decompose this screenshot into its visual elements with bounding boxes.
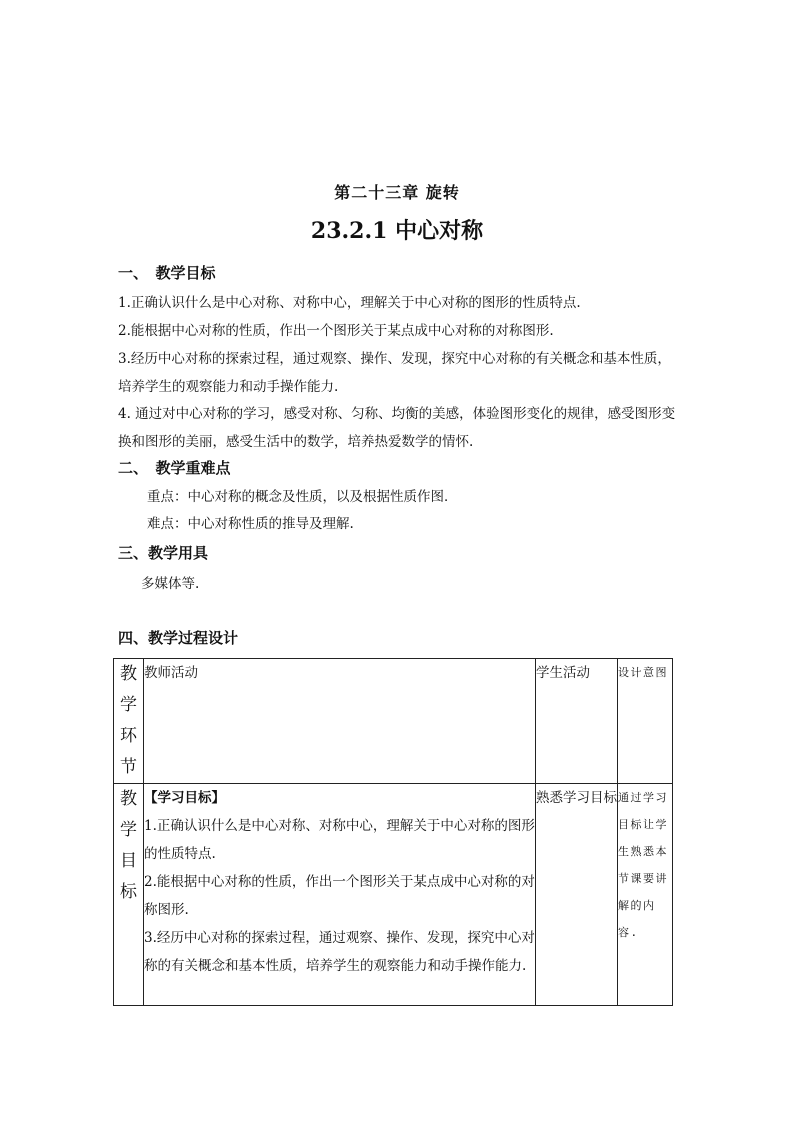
section-heading-objectives: 一、 教学目标 — [118, 264, 216, 282]
section-heading-process: 四、教学过程设计 — [118, 629, 239, 647]
header-student-cell: 学生活动 — [536, 659, 618, 784]
chapter-title: 第二十三章 旋转 — [334, 183, 460, 202]
section-heading-tools: 三、教学用具 — [118, 544, 209, 562]
lesson-title: 23.2.1 中心对称 — [310, 218, 484, 244]
row-design-cell: 通过学习目标让学生熟悉本节课要讲解的内容. — [618, 784, 673, 1006]
table-row — [114, 784, 673, 1006]
learning-goals-title: 【学习目标】 — [144, 790, 225, 806]
tools-text: 多媒体等. — [141, 576, 200, 592]
objective-3: 3.经历中心对称的探索过程，通过观察、操作、发现，探究中心对称的有关概念和基本性质，培养学生的观察能力和动手操作能力. — [118, 351, 671, 395]
process-table — [113, 658, 673, 1006]
row-stage-cell: 教 学 目 标 — [114, 784, 144, 1006]
learning-goal-2: 2.能根据中心对称的性质，作出一个图形关于某点成中心对称的对称图形. — [144, 874, 535, 918]
learning-goal-3: 3.经历中心对称的探索过程，通过观察、操作、发现，探究中心对称的有关概念和基本性质，培养学生的观察能力和动手操作能力. — [144, 930, 535, 974]
key-point-text: 重点：中心对称的概念及性质，以及根据性质作图． — [147, 489, 458, 505]
row-student-cell: 熟悉学习目标 — [536, 784, 618, 1006]
table-header-row — [114, 659, 673, 784]
section-heading-key-points: 二、 教学重难点 — [118, 459, 231, 477]
objective-4: 4. 通过对中心对称的学习，感受对称、匀称、均衡的美感，体验图形变化的规律，感受图形变换和图形的美丽，感受生活中的数学，培养热爱数学的情怀. — [118, 406, 676, 450]
difficult-point-text: 难点：中心对称性质的推导及理解. — [147, 516, 354, 532]
row-teacher-cell — [144, 784, 536, 1006]
objective-1: 1.正确认识什么是中心对称、对称中心，理解关于中心对称的图形的性质特点. — [118, 295, 581, 311]
header-teacher-cell: 教师活动 — [144, 659, 536, 784]
learning-goal-1: 1.正确认识什么是中心对称、对称中心，理解关于中心对称的图形的性质特点. — [144, 818, 535, 862]
objective-2: 2.能根据中心对称的性质，作出一个图形关于某点成中心对称的对称图形. — [118, 323, 554, 339]
header-design-cell: 设计意图 — [618, 659, 673, 784]
header-stage-cell: 教 学 环 节 — [114, 659, 144, 784]
